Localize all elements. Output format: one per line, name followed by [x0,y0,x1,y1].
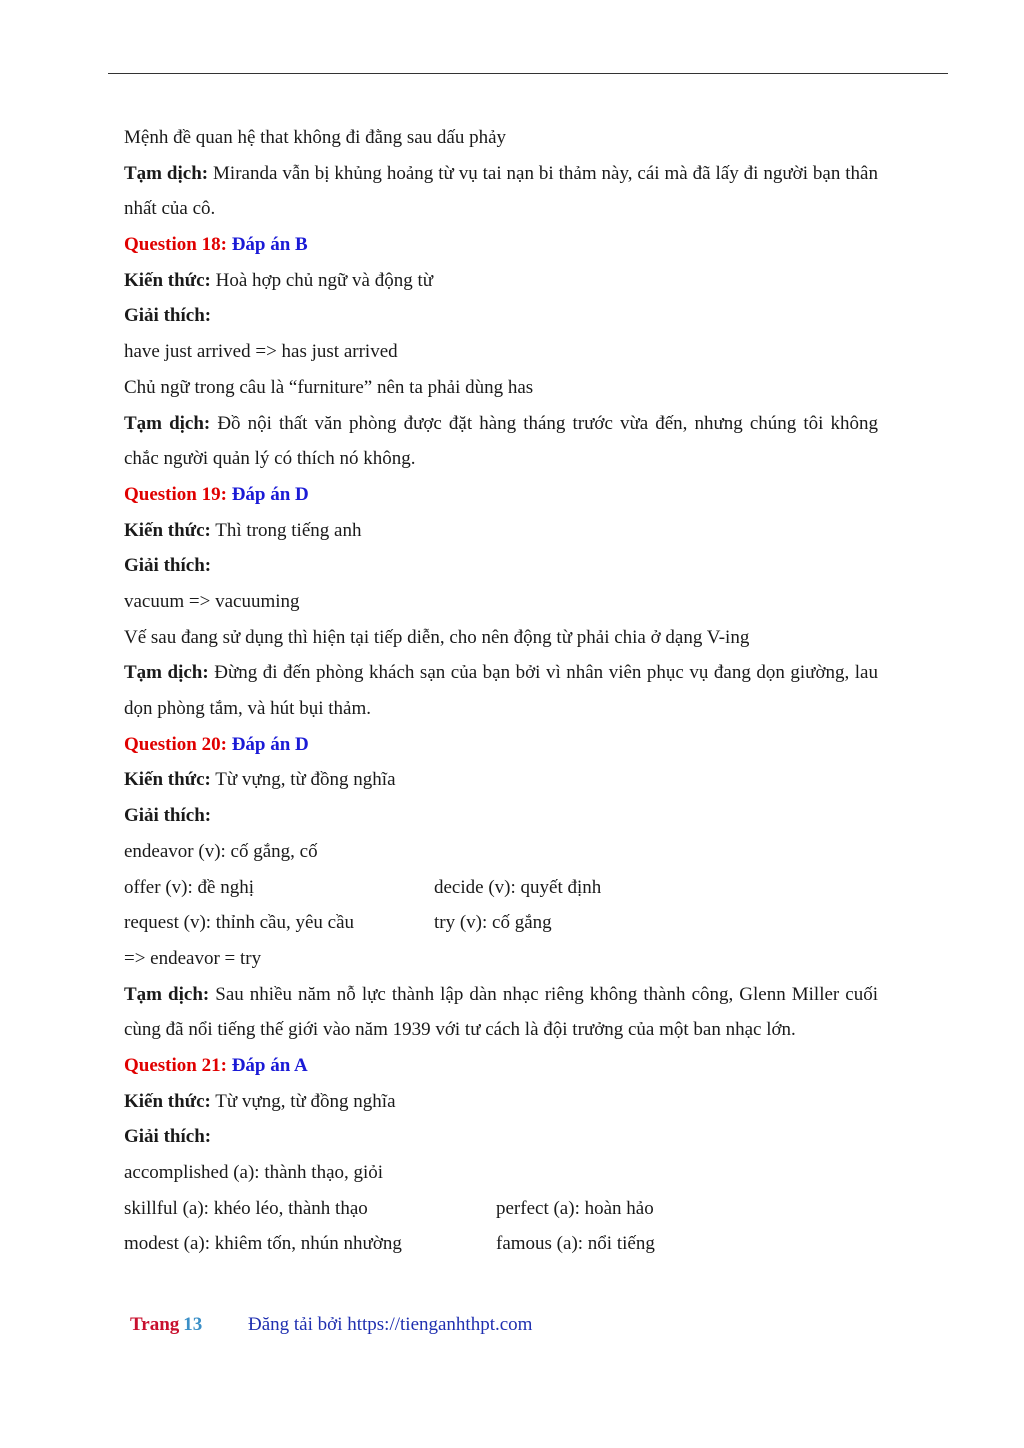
header-rule [108,73,948,74]
vocab-right: perfect (a): hoàn hảo [496,1197,654,1219]
knowledge-line [124,263,878,299]
vocab-left: offer (v): đề nghị [124,876,254,898]
translation-label: Tạm dịch: [124,983,210,1005]
vocab-left: skillful (a): khéo léo, thành thạo [124,1197,368,1219]
knowledge-line [124,1084,878,1120]
knowledge-text: Hoà hợp chủ ngữ và động từ [210,269,434,291]
vocab-row [124,1226,878,1262]
text-line: vacuum => vacuuming [124,591,300,612]
explanation-heading [124,1119,878,1155]
vocab-row [124,905,878,941]
explanation-heading [124,298,878,334]
answer-label: Đáp án D [231,733,309,755]
answer-label: Đáp án A [231,1055,308,1076]
knowledge-label: Kiến thức: [124,1090,211,1112]
question-heading-21 [124,1048,878,1084]
explanation-heading [124,798,878,834]
translation-text: Sau nhiều năm nỗ lực thành lập dàn nhạc riêng không thành công, Glenn Miller cuối cùng đã nổi tiếng thế giới vào năm 1939 với tư cách là đội trưởng của một ban nhạc lớn. [124,983,878,1041]
uploaded-by-link[interactable]: Đăng tải bởi https://tienganhthpt.com [248,1314,533,1335]
text-line: accomplished (a): thành thạo, giỏi [124,1162,384,1184]
knowledge-label: Kiến thức: [124,519,211,541]
answer-label: Đáp án B [231,234,308,256]
explanation-heading [124,548,878,584]
explanation-label: Giải thích: [124,805,212,827]
text-line: have just arrived => has just arrived [124,341,398,363]
page-content [124,120,878,1262]
translation-label: Tạm dịch: [124,662,209,684]
translation-paragraph [124,977,878,1048]
explanation-label: Giải thích: [124,305,212,327]
page-number: 13 [183,1314,203,1335]
vocab-row [124,870,878,906]
knowledge-label: Kiến thức: [124,769,211,791]
question-heading-18 [124,227,878,263]
vocab-right: decide (v): quyết định [434,876,602,898]
question-heading-19 [124,477,878,513]
question-label: Question 20: [124,733,227,755]
translation-text: Đừng đi đến phòng khách sạn của bạn bởi vì nhân viên phục vụ đang dọn giường, lau dọn phòng tắm, và hút bụi thảm. [124,662,878,720]
knowledge-text: Từ vựng, từ đồng nghĩa [210,769,396,791]
translation-paragraph [124,655,878,726]
page-footer [130,1314,533,1336]
text-line: Vế sau đang sử dụng thì hiện tại tiếp diễn, cho nên động từ phải chia ở dạng V-ing [124,626,750,648]
answer-label: Đáp án D [231,483,309,505]
vocab-right: famous (a): nổi tiếng [496,1233,655,1255]
vocab-right: try (v): cố gắng [434,912,552,934]
text-line: Mệnh đề quan hệ that không đi đằng sau dấu phảy [124,127,507,148]
knowledge-text: Thì trong tiếng anh [210,519,362,541]
translation-paragraph [124,156,878,227]
vocab-left: request (v): thỉnh cầu, yêu cầu [124,912,355,934]
knowledge-label: Kiến thức: [124,269,211,291]
knowledge-line [124,762,878,798]
text-line: => endeavor = try [124,947,262,969]
knowledge-text: Từ vựng, từ đồng nghĩa [210,1090,396,1112]
question-label: Question 21: [124,1055,227,1076]
explanation-label: Giải thích: [124,1126,212,1148]
translation-paragraph [124,406,878,477]
knowledge-line [124,513,878,549]
vocab-row [124,1191,878,1227]
translation-label: Tạm dịch: [124,412,211,434]
page-label: Trang [130,1314,180,1335]
question-label: Question 19: [124,483,227,505]
question-heading-20 [124,727,878,763]
explanation-label: Giải thích: [124,555,212,577]
vocab-left: modest (a): khiêm tốn, nhún nhường [124,1233,402,1255]
text-line: Chủ ngữ trong câu là “furniture” nên ta phải dùng has [124,376,534,398]
question-label: Question 18: [124,234,227,256]
translation-label: Tạm dịch: [124,162,209,184]
translation-text: Miranda vẫn bị khủng hoảng từ vụ tai nạn bi thảm này, cái mà đã lấy đi người bạn thân nhất của cô. [124,162,878,220]
translation-text: Đồ nội thất văn phòng được đặt hàng tháng trước vừa đến, nhưng chúng tôi không chắc người quản lý có thích nó không. [124,412,878,470]
text-line: endeavor (v): cố gắng, cố [124,840,318,862]
